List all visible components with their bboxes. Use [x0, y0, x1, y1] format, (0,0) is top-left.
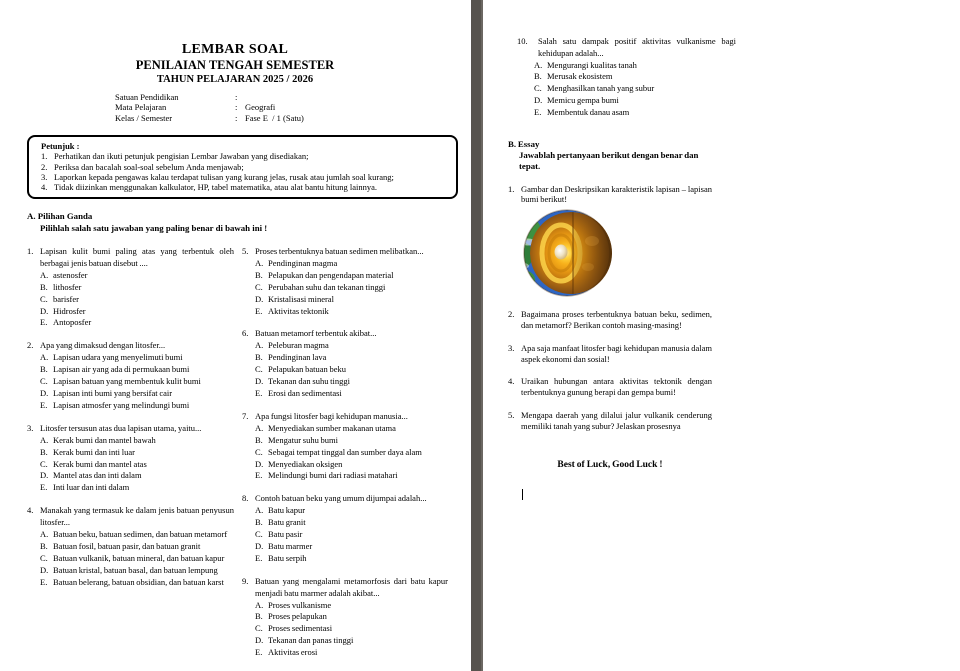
option-row: [255, 459, 448, 471]
question-block: [27, 505, 234, 588]
page2-column: [508, 36, 736, 471]
option-text: Antoposfer: [53, 317, 92, 328]
instruction-item: [41, 182, 448, 192]
option-row: [255, 600, 448, 612]
question-block: [242, 328, 448, 399]
option-text: Peleburan magma: [268, 340, 329, 351]
option-letter: B.: [255, 517, 263, 528]
option-row: [255, 647, 448, 659]
option-row: [255, 364, 448, 376]
option-row: [40, 529, 234, 541]
section-b-heading: [508, 139, 712, 172]
option-row: [534, 95, 736, 107]
essay-text: Mengapa daerah yang dilalui jalur vulkanik cenderung memiliki tanah yang subur? Jelaskan prosesnya: [521, 409, 712, 431]
option-letter: D.: [255, 293, 264, 304]
question-stem: Manakah yang termasuk ke dalam jenis batuan penyusun litosfer...: [40, 505, 234, 528]
page-2[interactable]: [483, 0, 960, 671]
questions-column-2: [242, 246, 448, 670]
option-row: [40, 352, 234, 364]
option-letter: B.: [40, 364, 48, 375]
exam-title: LEMBAR SOAL: [181, 42, 289, 57]
question-stem: Salah satu dampak positif aktivitas vulkanisme bagi kehidupan adalah...: [538, 36, 736, 58]
essay-text: Apa saja manfaat litosfer bagi kehidupan manusia dalam aspek ekonomi dan sosial!: [521, 342, 712, 364]
option-letter: C.: [40, 293, 48, 304]
exam-header: [0, 42, 470, 86]
essay-item: [508, 309, 712, 331]
section-b-subtitle: Jawablah pertanyaan berikut dengan benar dan tepat.: [519, 149, 699, 171]
meta-value: Fase E / 1 (Satu): [245, 112, 304, 123]
essay-text: Uraikan hubungan antara aktivitas tektonik dengan terbentuknya gunung berapi dan gempa bumi!: [521, 376, 712, 398]
option-letter: A.: [255, 505, 264, 516]
option-row: [255, 258, 448, 270]
earth-layers-figure: [516, 209, 618, 297]
option-letter: D.: [40, 305, 49, 316]
question-stem: Apa fungsi litosfer bagi kehidupan manusia...: [255, 410, 408, 421]
section-a-title: A. Pilihan Ganda: [27, 211, 93, 221]
essay-item: [508, 343, 712, 365]
option-text: Batuan beku, batuan sedimen, dan batuan metamorf: [53, 529, 228, 540]
question-block: [242, 246, 448, 317]
essay-list: [508, 309, 712, 431]
option-list: [255, 423, 448, 483]
option-row: [255, 517, 448, 529]
section-a-heading: [27, 211, 457, 234]
questions-column-1: [27, 246, 234, 600]
option-letter: B.: [255, 269, 263, 280]
option-row: [40, 577, 234, 589]
option-letter: B.: [255, 611, 263, 622]
option-text: Kerak bumi dan mantel bawah: [53, 434, 156, 445]
option-row: [40, 435, 234, 447]
academic-year: TAHUN PELAJARAN 2025 / 2026: [156, 74, 314, 85]
option-text: Proses vulkanisme: [268, 599, 332, 610]
option-row: [40, 459, 234, 471]
option-text: Batuan vulkanik, batuan mineral, dan batuan kapur: [53, 552, 225, 563]
option-row: [255, 270, 448, 282]
essay-number: 5.: [508, 409, 515, 420]
option-text: Mantel atas dan inti dalam: [53, 470, 142, 481]
option-letter: A.: [40, 269, 49, 280]
option-letter: C.: [40, 552, 48, 563]
option-row: [255, 470, 448, 482]
instruction-number: 2.: [41, 161, 48, 172]
option-row: [255, 423, 448, 435]
option-row: [40, 388, 234, 400]
meta-label: Kelas / Semester: [115, 112, 173, 123]
question-10-host: [508, 36, 736, 119]
option-letter: C.: [534, 83, 542, 94]
option-row: [40, 270, 234, 282]
option-text: Tekanan dan suhu tinggi: [268, 376, 351, 387]
option-row: [40, 470, 234, 482]
option-text: Lapisan udara yang menyelimuti bumi: [53, 352, 183, 363]
option-letter: D.: [40, 564, 49, 575]
text-cursor: [522, 489, 523, 500]
option-letter: E.: [255, 647, 263, 658]
option-text: Batu marmer: [268, 540, 313, 551]
option-letter: E.: [534, 106, 542, 117]
option-text: Membentuk danau asam: [547, 106, 630, 117]
option-letter: A.: [40, 352, 49, 363]
option-list: [40, 352, 234, 412]
section-a-subtitle: Pilihlah salah satu jawaban yang paling benar di bawah ini !: [40, 222, 268, 233]
option-letter: D.: [255, 635, 264, 646]
option-letter: E.: [40, 576, 48, 587]
option-row: [255, 611, 448, 623]
question-block: [27, 246, 234, 329]
option-row: [534, 107, 736, 119]
option-list: [40, 529, 234, 589]
question-stem: Contoh batuan beku yang umum dijumpai adalah...: [255, 493, 427, 504]
option-row: [255, 553, 448, 565]
option-letter: B.: [40, 446, 48, 457]
option-letter: C.: [40, 458, 48, 469]
option-letter: D.: [255, 540, 264, 551]
exam-meta: [115, 92, 304, 123]
page-gap-divider: [471, 0, 483, 671]
earth-layers-image: [516, 209, 618, 297]
option-row: [255, 306, 448, 318]
option-row: [40, 565, 234, 577]
essay-number: 3.: [508, 342, 515, 353]
option-row: [255, 529, 448, 541]
option-text: barisfer: [53, 293, 79, 304]
option-text: Aktivitas erosi: [268, 647, 318, 658]
option-text: Kristalisasi mineral: [268, 293, 334, 304]
option-letter: C.: [255, 446, 263, 457]
option-list: [255, 505, 448, 565]
option-text: Lapisan inti bumi yang bersifat cair: [53, 387, 173, 398]
option-letter: B.: [255, 352, 263, 363]
option-row: [255, 340, 448, 352]
option-text: Pendinginan lava: [268, 352, 327, 363]
option-text: Perubahan suhu dan tekanan tinggi: [268, 281, 386, 292]
option-row: [40, 282, 234, 294]
option-row: [40, 364, 234, 376]
option-text: Batuan fosil, batuan pasir, dan batuan granit: [53, 540, 201, 551]
question-number: 4.: [27, 505, 34, 516]
option-row: [534, 83, 736, 95]
option-text: Mengatur suhu bumi: [268, 434, 339, 445]
option-letter: B.: [40, 540, 48, 551]
option-letter: E.: [255, 470, 263, 481]
question-number: 1.: [27, 246, 34, 256]
option-text: Batu serpih: [268, 552, 307, 563]
option-row: [40, 317, 234, 329]
option-row: [255, 505, 448, 517]
essay-text: Bagaimana proses terbentuknya batuan beku, sedimen, dan metamorf? Berikan contoh masing-masing!: [521, 309, 712, 330]
question-stem: Proses terbentuknya batuan sedimen melibatkan...: [255, 246, 424, 256]
meta-row: [115, 92, 304, 102]
option-row: [255, 635, 448, 647]
question-stem: Apa yang dimaksud dengan litosfer...: [40, 340, 166, 351]
question-block: [242, 411, 448, 482]
option-letter: B.: [40, 281, 48, 292]
option-row: [534, 60, 736, 72]
option-letter: E.: [255, 387, 263, 398]
question-number: 2.: [27, 340, 34, 351]
option-letter: A.: [255, 422, 264, 433]
option-list: [255, 340, 448, 400]
option-row: [40, 447, 234, 459]
option-row: [255, 294, 448, 306]
question-number: 10.: [517, 36, 528, 46]
meta-label: Mata Pelajaran: [115, 102, 167, 113]
question-number: 6.: [242, 328, 249, 339]
question-number: 8.: [242, 493, 249, 504]
option-text: Lapisan air yang ada di permukaan bumi: [53, 364, 190, 375]
option-letter: E.: [40, 482, 48, 493]
meta-colon: :: [235, 112, 238, 123]
option-row: [40, 306, 234, 318]
option-row: [40, 553, 234, 565]
option-text: Batuan belerang, batuan obsidian, dan batuan karst: [53, 576, 224, 587]
option-row: [255, 623, 448, 635]
option-list: [255, 258, 448, 318]
option-text: Tekanan dan panas tinggi: [268, 635, 354, 646]
option-letter: A.: [40, 529, 49, 540]
option-text: Proses sedimentasi: [268, 623, 333, 634]
option-text: Merusak ekosistem: [547, 71, 613, 82]
option-text: Hidrosfer: [53, 305, 86, 316]
option-letter: C.: [255, 281, 263, 292]
option-text: Pelapukan dan pengendapan material: [268, 269, 394, 280]
option-text: Inti luar dan inti dalam: [53, 482, 130, 493]
option-letter: D.: [40, 387, 49, 398]
essay-number: 2.: [508, 309, 515, 320]
essay-item: [508, 376, 712, 398]
option-row: [255, 352, 448, 364]
instruction-item: [41, 172, 448, 182]
option-letter: E.: [40, 317, 48, 328]
essay-item: [508, 410, 712, 432]
option-text: Mengurangi kualitas tanah: [547, 59, 637, 70]
option-row: [40, 400, 234, 412]
option-text: Proses pelapukan: [268, 611, 327, 622]
meta-row: [115, 113, 304, 123]
instruction-number: 4.: [41, 182, 48, 193]
option-row: [534, 71, 736, 83]
option-letter: D.: [255, 376, 264, 387]
instruction-text: Perhatikan dan ikuti petunjuk pengisian Lembar Jawaban yang disediakan;: [54, 151, 309, 162]
instruction-text: Laporkan kepada pengawas kalau terdapat tulisan yang kurang jelas, rusak atau jumlah soal kurang;: [54, 171, 394, 182]
instructions-box: [27, 135, 458, 199]
option-letter: E.: [255, 305, 263, 316]
instructions-title: Petunjuk :: [41, 141, 80, 151]
option-letter: D.: [534, 94, 543, 105]
option-letter: A.: [255, 340, 264, 351]
question-number: 3.: [27, 422, 34, 433]
question-block: [27, 423, 234, 494]
option-list: [40, 270, 234, 330]
option-row: [40, 482, 234, 494]
instruction-text: Periksa dan bacalah soal-soal sebelum Anda menjawab;: [54, 161, 244, 172]
option-text: Batuan kristal, batuan basal, dan batuan lempung: [53, 564, 218, 575]
option-letter: E.: [40, 399, 48, 410]
instructions-list: [41, 151, 448, 192]
essay-item: [508, 184, 712, 206]
option-row: [40, 541, 234, 553]
option-row: [255, 388, 448, 400]
question-number: 7.: [242, 410, 249, 421]
option-text: Melindungi bumi dari radiasi matahari: [268, 470, 398, 481]
option-text: Lapisan atmosfer yang melindungi bumi: [53, 399, 190, 410]
question-number: 9.: [242, 575, 249, 586]
option-text: Memicu gempa bumi: [547, 94, 619, 105]
option-letter: C.: [255, 529, 263, 540]
question-stem: Lapisan kulit bumi paling atas yang terbentuk oleh berbagai jenis batuan disebut ....: [40, 246, 234, 268]
essay-text: Gambar dan Deskripsikan karakteristik lapisan – lapisan bumi berikut!: [521, 183, 712, 205]
meta-value: Geografi: [245, 102, 276, 113]
instruction-number: 3.: [41, 171, 48, 182]
meta-colon: :: [235, 92, 238, 102]
option-text: Kerak bumi dan inti luar: [53, 446, 135, 457]
option-letter: C.: [255, 623, 263, 634]
option-text: Pelapukan batuan beku: [268, 364, 347, 375]
option-row: [255, 282, 448, 294]
option-row: [255, 447, 448, 459]
option-letter: D.: [255, 458, 264, 469]
option-text: Batu kapur: [268, 505, 306, 516]
instruction-text: Tidak diizinkan menggunakan kalkulator, HP, tabel matematika, atau alat bantu hitung lainnya.: [54, 182, 377, 193]
option-letter: C.: [255, 364, 263, 375]
option-letter: B.: [255, 434, 263, 445]
option-text: Menyediakan sumber makanan utama: [268, 422, 396, 433]
option-text: Menyediakan oksigen: [268, 458, 343, 469]
meta-label: Satuan Pendidikan: [115, 92, 179, 102]
option-row: [255, 541, 448, 553]
question-stem: Batuan yang mengalami metamorfosis dari batu kapur menjadi batu marmer adalah akibat...: [255, 575, 448, 598]
option-text: Kerak bumi dan mantel atas: [53, 458, 147, 469]
option-letter: A.: [534, 59, 543, 70]
option-text: Batu granit: [268, 517, 306, 528]
option-text: Lapisan batuan yang membentuk kulit bumi: [53, 376, 201, 387]
essay-number: 4.: [508, 376, 515, 387]
page-1[interactable]: [0, 0, 471, 671]
question-block: [27, 340, 234, 411]
instruction-item: [41, 151, 448, 161]
essay-number: 1.: [508, 183, 515, 194]
option-text: Pendinginan magma: [268, 257, 338, 268]
option-letter: C.: [40, 376, 48, 387]
option-letter: A.: [255, 257, 264, 268]
question-number: 5.: [242, 246, 249, 256]
exam-subtitle: PENILAIAN TENGAH SEMESTER: [135, 58, 335, 72]
instruction-item: [41, 162, 448, 172]
option-letter: D.: [40, 470, 49, 481]
option-letter: E.: [255, 552, 263, 563]
option-row: [40, 294, 234, 306]
question-block: [242, 576, 448, 659]
option-text: astenosfer: [53, 269, 88, 280]
option-row: [40, 376, 234, 388]
instruction-number: 1.: [41, 151, 48, 162]
option-text: Erosi dan sedimentasi: [268, 387, 342, 398]
closing-text: Best of Luck, Good Luck !: [557, 459, 663, 470]
question-block: [242, 493, 448, 564]
section-b-title: B. Essay: [508, 138, 540, 149]
option-text: Menghasilkan tanah yang subur: [547, 83, 655, 94]
meta-row: [115, 102, 304, 112]
option-list: [534, 60, 736, 119]
option-text: Sebagai tempat tinggal dan sumber daya alam: [268, 446, 422, 457]
option-list: [40, 435, 234, 495]
option-text: Batu pasir: [268, 529, 303, 540]
question-block: [508, 36, 736, 119]
option-row: [255, 376, 448, 388]
question-stem: Litosfer tersusun atas dua lapisan utama, yaitu...: [40, 422, 202, 433]
option-letter: A.: [40, 434, 49, 445]
option-text: lithosfer: [53, 281, 82, 292]
meta-colon: :: [235, 102, 238, 113]
option-text: Aktivitas tektonik: [268, 305, 329, 316]
option-letter: B.: [534, 71, 542, 82]
option-row: [255, 435, 448, 447]
question-stem: Batuan metamorf terbentuk akibat...: [255, 328, 377, 339]
option-letter: A.: [255, 599, 264, 610]
option-list: [255, 600, 448, 660]
